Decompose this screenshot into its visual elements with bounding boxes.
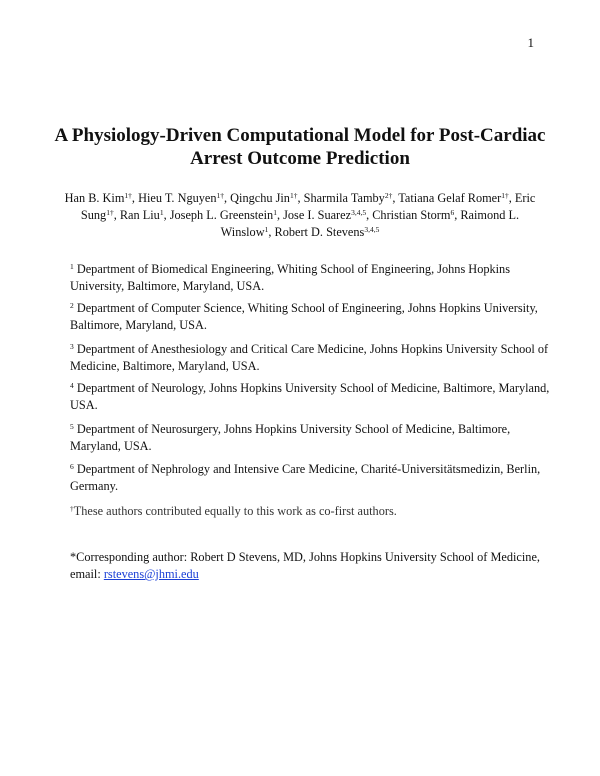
affiliation-text: Department of Nephrology and Intensive Care Medicine, Charité-Universitätsmedizin, Berlin, xyxy=(76,462,541,476)
dagger-symbol: † xyxy=(70,504,74,513)
author xyxy=(304,191,399,205)
affiliation xyxy=(70,461,540,495)
author-separator: , xyxy=(268,225,275,239)
author-name: Ran Liu xyxy=(119,208,160,222)
corresponding-line-1: *Corresponding author: Robert D Stevens, MD, Johns Hopkins University School of Medicine, xyxy=(70,550,540,564)
author-affiliation-marker: 3,4,5 xyxy=(364,225,380,234)
affiliation-line-1 xyxy=(70,380,550,397)
author-affiliation-marker: 1 xyxy=(159,208,164,217)
author-list xyxy=(60,190,540,241)
author-separator: , xyxy=(508,191,515,205)
author-name: Hieu T. Nguyen xyxy=(138,191,217,205)
author xyxy=(120,208,170,222)
affiliation-text: Department of Neurology, Johns Hopkins University School of Medicine, Baltimore, Maryland, xyxy=(76,381,550,395)
affiliation xyxy=(70,421,540,455)
author-affiliation-marker: 3,4,5 xyxy=(351,208,367,217)
author-separator: , xyxy=(276,208,284,222)
affiliation-line-2: Germany. xyxy=(70,479,119,493)
author-separator: , xyxy=(297,191,304,205)
affiliation-text: Department of Neurosurgery, Johns Hopkins University School of Medicine, Baltimore, xyxy=(76,422,511,436)
paper-title xyxy=(0,124,600,170)
author-separator: , xyxy=(392,191,399,205)
author-affiliation-marker: 1† xyxy=(501,191,509,200)
author xyxy=(372,208,460,222)
affiliation-line-1 xyxy=(70,261,540,278)
email-label: email: xyxy=(70,567,104,581)
author-name: Jose I. Suarez xyxy=(283,208,352,222)
author xyxy=(138,191,230,205)
affiliation-number: 1 xyxy=(70,262,74,271)
affiliation-line-2: USA. xyxy=(70,398,98,412)
author-separator: , xyxy=(131,191,139,205)
affiliation-line-2: Baltimore, Maryland, USA. xyxy=(70,318,207,332)
author-separator: , xyxy=(454,208,461,222)
author xyxy=(65,191,138,205)
co-first-note-text: These authors contributed equally to this work as co-first authors. xyxy=(73,504,397,518)
author-separator: , xyxy=(366,208,373,222)
author-affiliation-marker: 1† xyxy=(289,191,298,200)
affiliation-line-1 xyxy=(70,421,540,438)
affiliation-line-1 xyxy=(70,341,549,358)
author-name: Joseph L. Greenstein xyxy=(169,208,274,222)
author-name: Eric Sung xyxy=(80,191,536,222)
title-line-1: A Physiology-Driven Computational Model for Post-Cardiac xyxy=(54,125,546,146)
affiliation-number: 4 xyxy=(70,381,74,390)
author-name: Christian Storm xyxy=(372,208,451,222)
author xyxy=(230,191,303,205)
author xyxy=(398,191,515,205)
author-affiliation-marker: 1 xyxy=(264,225,269,234)
author-separator: , xyxy=(224,191,231,205)
author-separator: , xyxy=(113,208,120,222)
author-name: Qingchu Jin xyxy=(230,191,290,205)
affiliation-text: Department of Computer Science, Whiting School of Engineering, Johns Hopkins University, xyxy=(76,301,538,315)
affiliation xyxy=(70,341,549,375)
author-affiliation-marker: 2† xyxy=(384,191,393,200)
affiliation xyxy=(70,300,540,334)
author xyxy=(170,208,283,222)
affiliation-number: 2 xyxy=(70,301,74,310)
author-affiliation-marker: 1 xyxy=(273,208,277,217)
affiliation xyxy=(70,261,540,295)
affiliation-text: Department of Biomedical Engineering, Whiting School of Engineering, Johns Hopkins xyxy=(76,262,510,276)
page-number: 1 xyxy=(527,35,534,50)
affiliation-line-1 xyxy=(70,461,540,478)
title-line-2: Arrest Outcome Prediction xyxy=(190,148,410,169)
affiliation-number: 6 xyxy=(70,462,74,471)
affiliation-number: 3 xyxy=(70,342,74,351)
author xyxy=(283,208,372,222)
author-name: Han B. Kim xyxy=(64,191,125,205)
author-affiliation-marker: 1† xyxy=(216,191,225,200)
corresponding-line-2 xyxy=(70,566,550,583)
author-separator: , xyxy=(163,208,170,222)
affiliation-line-2: Maryland, USA. xyxy=(70,439,152,453)
email-link[interactable]: rstevens@jhmi.edu xyxy=(103,567,199,581)
author-name: Robert D. Stevens xyxy=(274,225,365,239)
author-affiliation-marker: 1† xyxy=(124,191,132,200)
co-first-author-note xyxy=(70,503,540,520)
affiliation-line-2: Medicine, Baltimore, Maryland, USA. xyxy=(70,359,260,373)
affiliation-number: 5 xyxy=(70,422,74,431)
affiliation-text: Department of Anesthesiology and Critical Care Medicine, Johns Hopkins University School of xyxy=(76,342,549,356)
affiliation-line-1 xyxy=(70,300,540,317)
affiliation xyxy=(70,380,550,414)
author-affiliation-marker: 6 xyxy=(450,208,455,217)
author-name: Raimond L. Winslow xyxy=(220,208,520,239)
author-name: Sharmila Tamby xyxy=(303,191,385,205)
corresponding-author xyxy=(70,549,550,583)
author xyxy=(275,225,380,239)
author-affiliation-marker: 1† xyxy=(106,208,114,217)
affiliation-line-2: University, Baltimore, Maryland, USA. xyxy=(70,279,265,293)
author-name: Tatiana Gelaf Romer xyxy=(398,191,502,205)
